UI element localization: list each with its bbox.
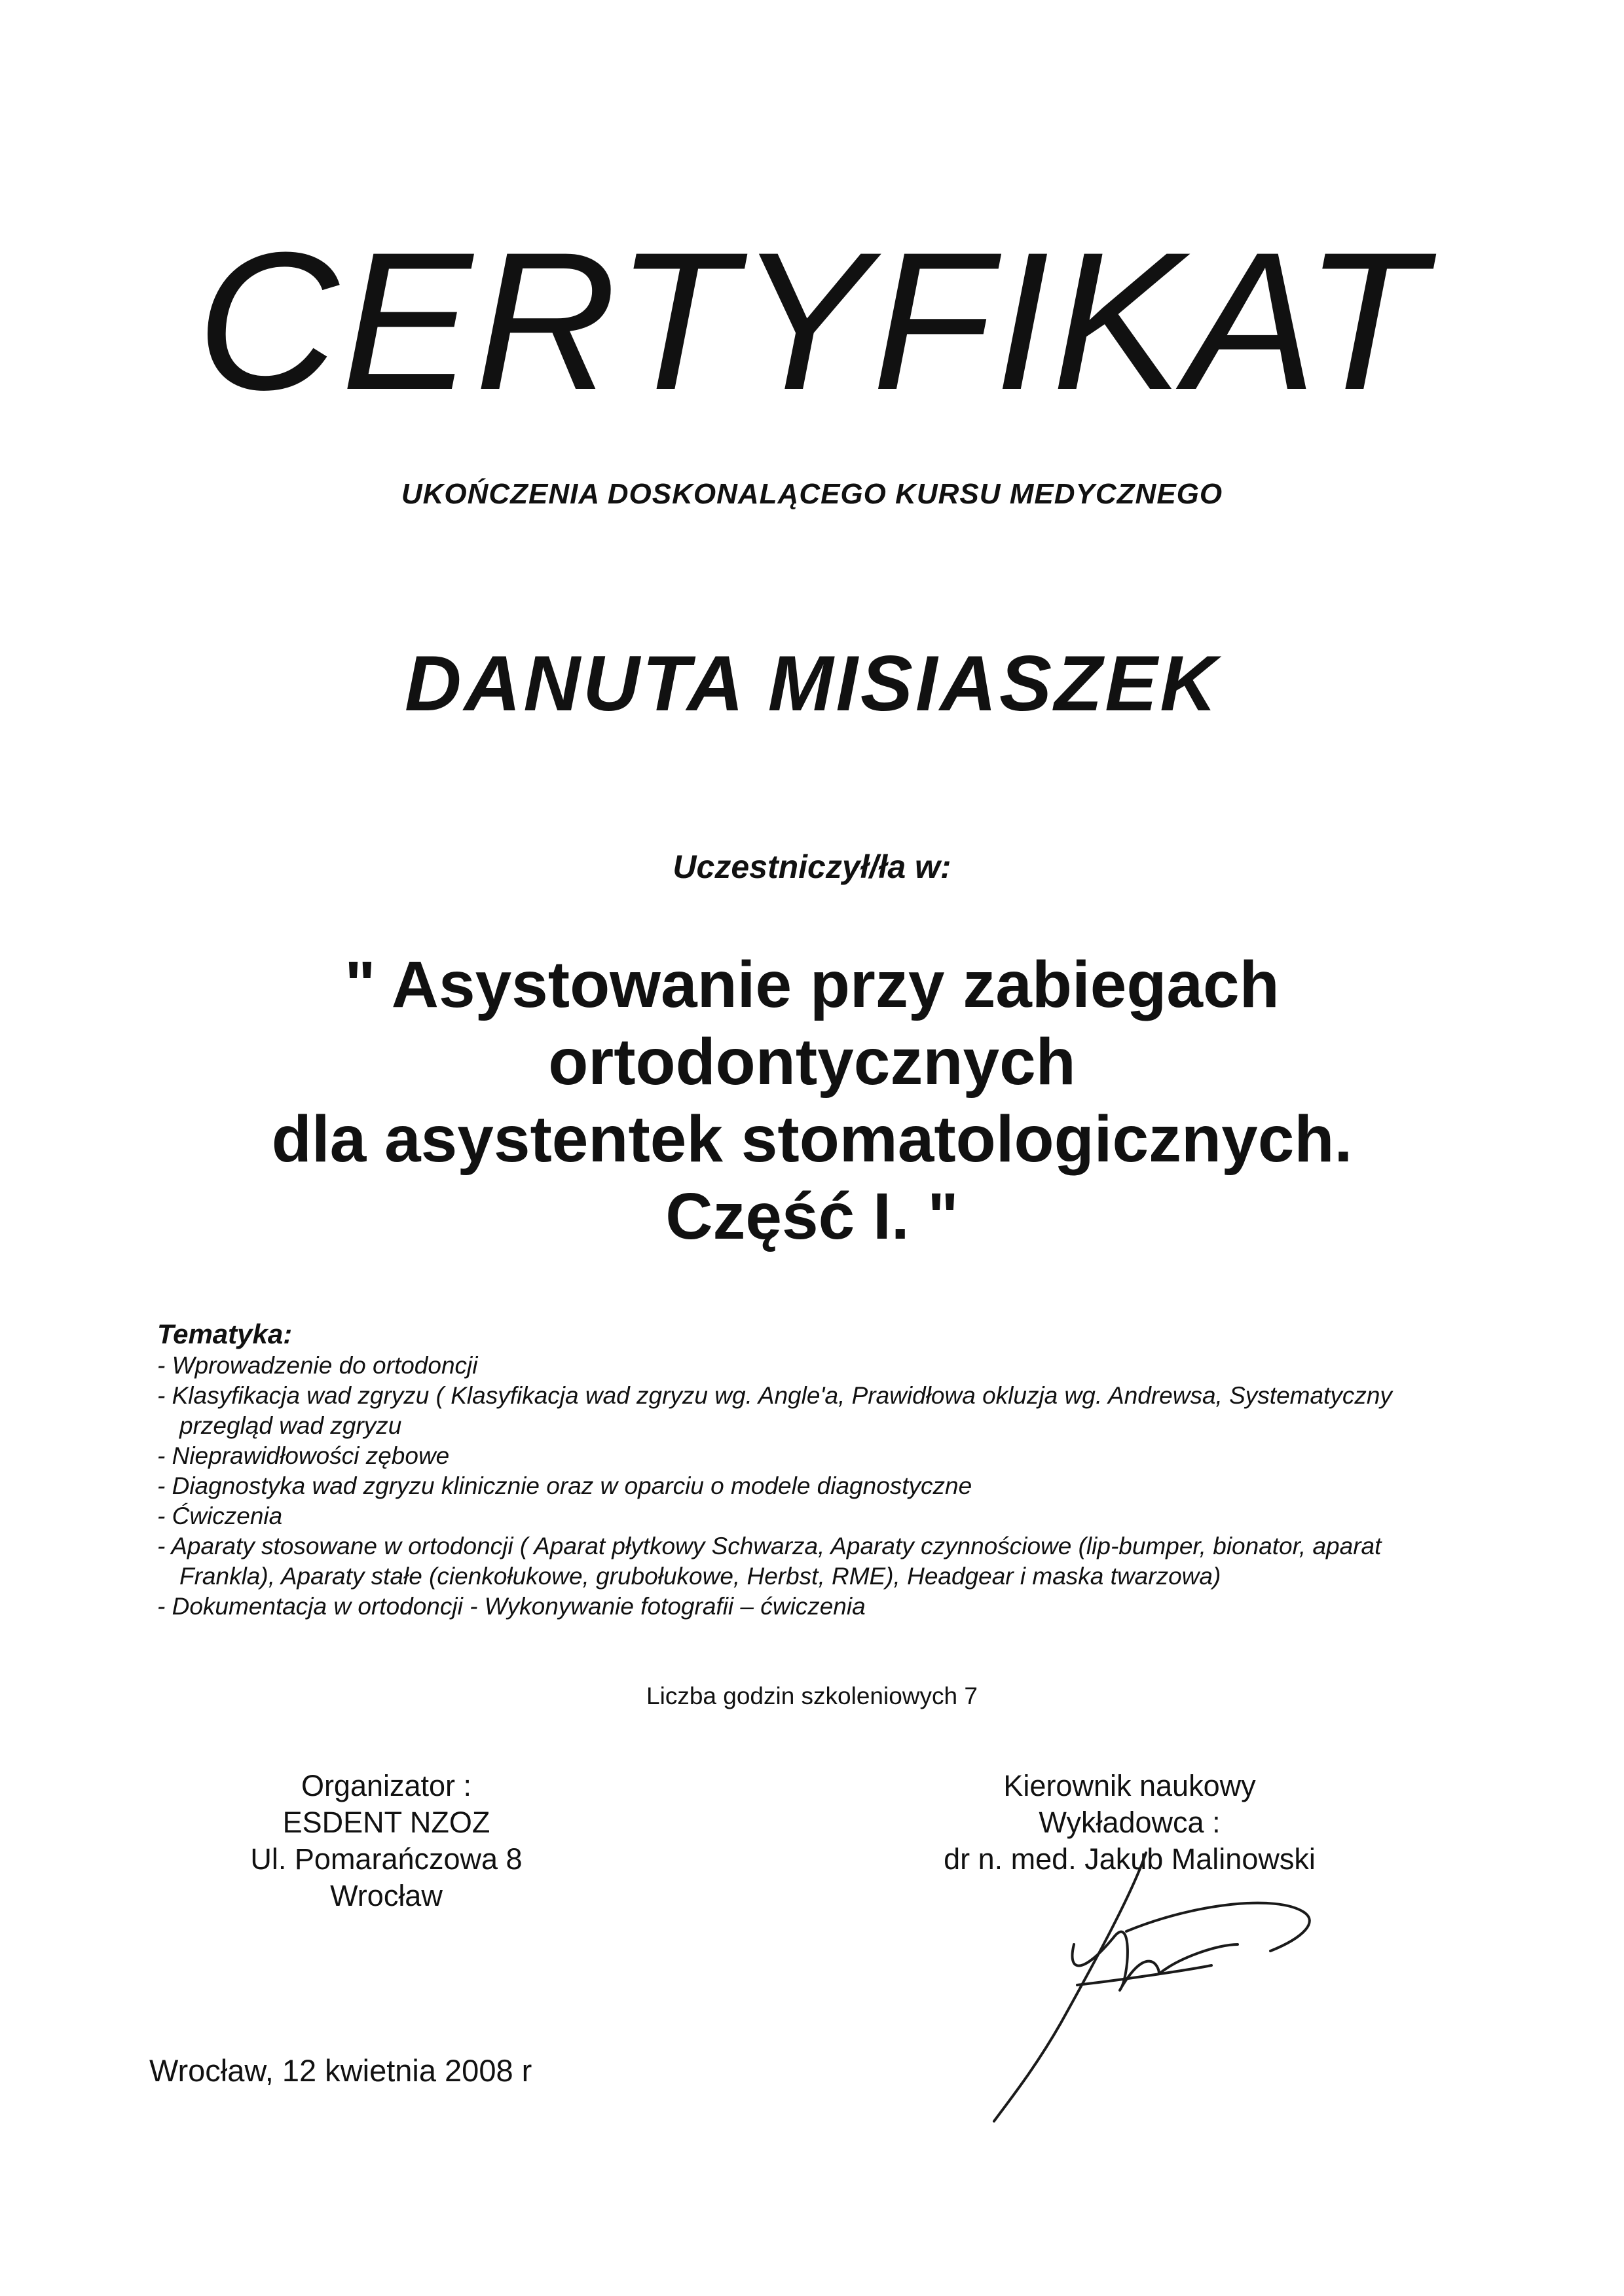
topic-item: - Dokumentacja w ortodoncji - Wykonywanie fotografii – ćwiczenia — [157, 1593, 866, 1620]
topic-item: - Klasyfikacja wad zgryzu ( Klasyfikacja wad zgryzu wg. Angle'a, Prawidłowa okluzja wg. Andrewsa, Systematyczny przegląd wad zgryzu — [157, 1382, 1392, 1439]
director-label: Kierownik naukowy — [1003, 1769, 1256, 1802]
certificate-title: CERTYFIKAT — [196, 211, 1428, 431]
topic-item: - Aparaty stosowane w ortodoncji ( Aparat płytkowy Schwarza, Aparaty czynnościowe (lip-bumper, bionator, aparat Frankla), Aparaty stałe (cienkołukowe, grubołukowe, Herbst, RME), Headgear i maska twarzowa) — [157, 1533, 1382, 1590]
organizer-label: Organizator : — [301, 1769, 472, 1802]
topic-item: - Diagnostyka wad zgryzu klinicznie oraz w oparciu o modele diagnostyczne — [157, 1472, 972, 1499]
director-name: dr n. med. Jakub Malinowski — [944, 1842, 1316, 1876]
course-title-line: ortodontycznych — [548, 1025, 1076, 1099]
organizer-city: Wrocław — [330, 1879, 443, 1912]
issue-date: Wrocław, 12 kwietnia 2008 r — [149, 2053, 532, 2088]
course-title-line: dla asystentek stomatologicznych. — [271, 1102, 1353, 1176]
topic-item: - Nieprawidłowości zębowe — [157, 1442, 450, 1469]
course-title — [0, 946, 1624, 1255]
training-hours: Liczba godzin szkoleniowych 7 — [646, 1683, 978, 1709]
organizer-block — [216, 1768, 557, 1914]
topic-item: - Wprowadzenie do ortodoncji — [157, 1352, 478, 1379]
topic-item: - Ćwiczenia — [157, 1503, 283, 1529]
course-title-line: Część I. " — [665, 1180, 959, 1253]
topics-section — [157, 1319, 1480, 1622]
signature-icon — [963, 1840, 1329, 2147]
participated-label: Uczestniczył/ła w: — [673, 848, 951, 885]
topics-list — [157, 1351, 1480, 1622]
organizer-street: Ul. Pomarańczowa 8 — [250, 1842, 523, 1876]
certificate-subtitle: UKOŃCZENIA DOSKONALĄCEGO KURSU MEDYCZNEGO — [401, 478, 1223, 510]
course-title-line: " Asystowanie przy zabiegach — [344, 948, 1280, 1021]
director-role: Wykładowca : — [1039, 1806, 1221, 1839]
recipient-name: DANUTA MISIASZEK — [405, 640, 1219, 727]
topics-heading: Tematyka: — [157, 1319, 293, 1349]
organizer-name: ESDENT NZOZ — [282, 1806, 490, 1839]
